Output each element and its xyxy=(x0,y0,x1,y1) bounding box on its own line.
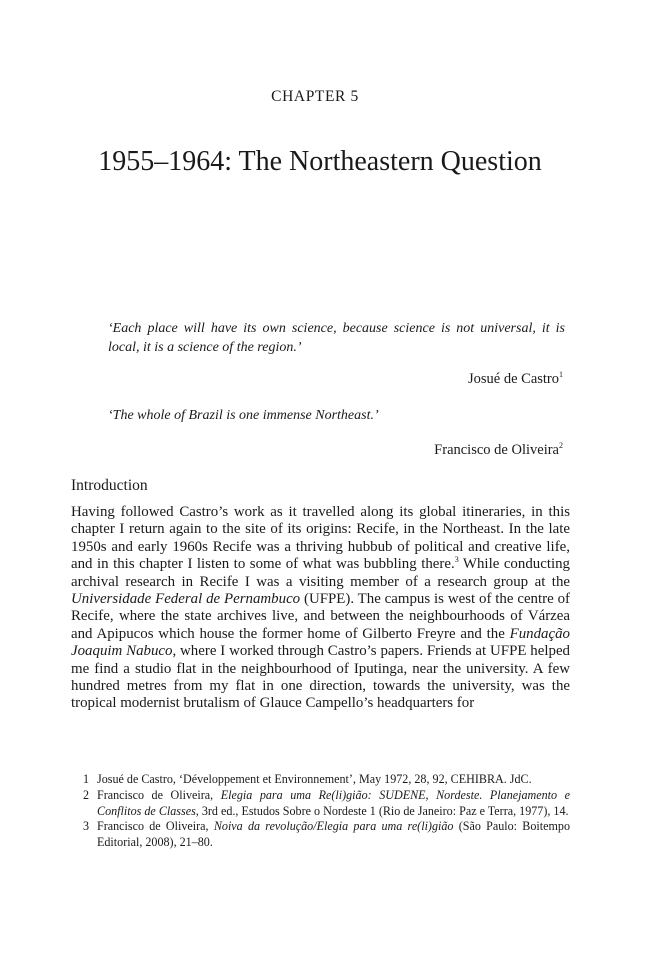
footnote-number: 2 xyxy=(83,787,90,802)
footnote-citation: , 3rd ed., Estudos Sobre o Nordeste 1 (Rio de Janeiro: Paz e Terra, 1977), 14. xyxy=(195,803,569,818)
epigraph-attribution xyxy=(434,442,563,459)
footnote xyxy=(83,772,570,788)
footnote-author: Francisco de Oliveira, xyxy=(97,819,214,834)
footnote-work-title: Elegia para uma Re(li)gião: SUDENE, Nordeste. Planejamento e Conflitos de Classes xyxy=(97,787,570,818)
epigraph-author: Josué de Castro xyxy=(467,371,559,387)
institution-name: Fundação Joaquim Nabuco xyxy=(71,625,570,660)
footnote-number: 1 xyxy=(83,772,90,786)
chapter-label: CHAPTER 5 xyxy=(271,88,359,105)
body-text-segment: Having followed Castro’s work as it travelled along its global itineraries, in this chapter I return again to the site of its origins: Recife, in the Northeast. In the late 1950s and early 1960s Recife was a thriving hubbub of political and creative life, and in this chapter I listen to some of what was bubbling there. xyxy=(71,504,570,573)
footnote-ref[interactable]: 1 xyxy=(559,370,563,380)
footnote-work-title: Noiva da revolução/Elegia para uma re(li)gião xyxy=(213,819,454,834)
footnote xyxy=(83,819,570,851)
chapter-title: 1955–1964: The Northeastern Question xyxy=(98,146,542,177)
footnote-number: 3 xyxy=(83,819,90,834)
epigraph-quote: ‘Each place will have its own science, because science is not universal, it is local, it is a science of the region.’ xyxy=(108,321,565,355)
body-paragraph xyxy=(71,504,570,713)
epigraph-attribution xyxy=(468,371,563,388)
body-text-segment: While conducting archival research in Recife I was a visiting member of a research group at the xyxy=(71,556,570,590)
footnote-ref[interactable]: 3 xyxy=(454,555,459,565)
footnotes xyxy=(83,772,570,851)
section-heading: Introduction xyxy=(71,477,148,494)
footnote-citation: (São Paulo: Boitempo Editorial, 2008), 21–80. xyxy=(97,819,570,850)
footnote-ref[interactable]: 2 xyxy=(559,441,563,451)
body-text-segment: , where I worked through Castro’s papers. Friends at UFPE helped me find a studio flat in the neighbourhood of Iputinga, near the university. A few hundred metres from my flat in one direction, towards the university, was the tropical modernist brutalism of Glauce Campello’s headquarters for xyxy=(71,643,570,712)
institution-name: Universidade Federal de Pernambuco xyxy=(71,591,301,608)
footnote-author: Francisco de Oliveira, xyxy=(97,787,221,802)
epigraph-author: Francisco de Oliveira xyxy=(434,442,559,458)
footnote-text: Josué de Castro, ‘Développement et Environnement’, May 1972, 28, 92, CEHIBRA. JdC. xyxy=(97,772,532,786)
footnote xyxy=(83,788,570,820)
body-text-segment: (UFPE). The campus is west of the centre of Recife, where the state archives live, and between the neighbourhoods of Várzea and Apipucos which house the former home of Gilberto Freyre and the xyxy=(71,591,570,642)
epigraph-quote: ‘The whole of Brazil is one immense Northeast.’ xyxy=(108,408,379,423)
